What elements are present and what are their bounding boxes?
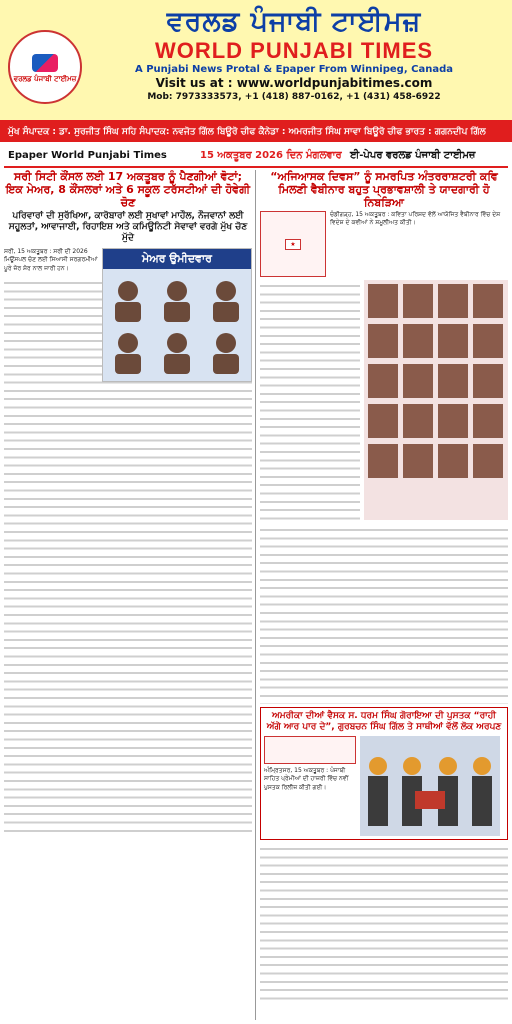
book-release-photo xyxy=(360,736,500,836)
masthead-website: Visit us at : www.worldpunjabitimes.com xyxy=(155,76,433,90)
dateline-left: Epaper World Punjabi Times xyxy=(8,150,167,161)
webinar-logo-badge: ★ xyxy=(285,239,300,250)
logo-emblem-icon xyxy=(32,54,58,72)
webinar-logo xyxy=(260,211,326,277)
right-body-text-3 xyxy=(260,843,508,1003)
candidate-portraits xyxy=(103,269,251,381)
figure-caption: ਮੇਅਰ ਉਮੀਦਵਾਰ xyxy=(142,252,212,265)
left-column xyxy=(4,170,252,1020)
right-body-text xyxy=(260,280,360,520)
right-column xyxy=(260,170,508,1020)
book-release-story xyxy=(260,707,508,840)
header-rule xyxy=(4,166,508,168)
right-intro: ਚੰਡੀਗੜ੍ਹ, 15 ਅਕਤੂਬਰ : ਕਵਿਤਾ ਪਰਿਸ਼ਦ ਵੱਲੋਂ ਆਯੋਜਿਤ ਵੈਬੀਨਾਰ ਵਿੱਚ ਦੇਸ਼ ਵਿਦੇਸ਼ ਦੇ ਕਵੀਆਂ ਨੇ ਸ਼ਮੂਲੀਅਤ ਕੀਤੀ। xyxy=(330,211,501,227)
newspaper-logo xyxy=(8,30,82,104)
masthead xyxy=(0,0,512,122)
book-release-intro: ਅੰਮ੍ਰਿਤਸਰ, 15 ਅਕਤੂਬਰ : ਪੰਜਾਬੀ ਸਾਹਿਤ ਪ੍ਰੇਮੀਆਂ ਦੀ ਹਾਜ਼ਰੀ ਵਿੱਚ ਨਵੀਂ ਪੁਸਤਕ ਰਿਲੀਜ਼ ਕੀਤੀ ਗਈ। xyxy=(264,767,349,791)
logo-text: ਵਰਲਡ ਪੰਜਾਬੀ ਟਾਈਮਜ਼ xyxy=(13,75,77,83)
masthead-title-punjabi: ਵਰਲਡ ਪੰਜਾਬੀ ਟਾਈਮਜ਼ xyxy=(166,6,422,37)
dateline xyxy=(0,148,512,166)
left-intro: ਸਰੀ, 15 ਅਕਤੂਬਰ : ਸਰੀ ਦੀ 2026 ਮਿਊਂਸਪਲ ਚੋਣ ਲਈ ਸਿਆਸੀ ਸਰਗਰਮੀਆਂ ਪੂਰੇ ਜ਼ੋਰ ਸ਼ੋਰ ਨਾਲ ਜਾਰੀ ਹਨ। xyxy=(4,248,98,272)
editors-strip: ਮੁੱਖ ਸੰਪਾਦਕ : ਡਾ. ਸੁਰਜੀਤ ਸਿੰਘ ਸਹਿ ਸੰਪਾਦਕ: ਨਵਜੋਤ ਗਿੱਲ ਬਿਊਰੋ ਚੀਫ ਕੈਨੇਡਾ : ਅਮਰਜੀਤ ਸਿੰਘ ਸਾਵਾ ਬਿਊਰੋ ਚੀਫ ਭਾਰਤ : ਗਗਨਦੀਪ ਗਿੱਲ xyxy=(0,122,512,142)
right-body-text-2 xyxy=(260,524,508,704)
masthead-mobiles: Mob: 7973333573, +1 (418) 887-0162, +1 (431) 458-6922 xyxy=(147,92,441,102)
right-headline: “ਅਜਿਆਸਕ ਦਿਵਸ” ਨੂੰ ਸਮਰਪਿਤ ਅੰਤਰਰਾਸ਼ਟਰੀ ਕਵਿ ਮਿਲਣੀ ਵੈਬੀਨਾਰ ਬਹੁਤ ਪ੍ਰਭਾਵਸ਼ਾਲੀ ਤੇ ਯਾਦਗਾਰੀ ਹੋ ਨਿਬੜਿਆ xyxy=(270,170,498,209)
dateline-right: ਈ-ਪੇਪਰ ਵਰਲਡ ਪੰਜਾਬੀ ਟਾਈਮਜ਼ xyxy=(350,150,476,161)
masthead-tagline: A Punjabi News Protal & Epaper From Winnipeg, Canada xyxy=(135,64,453,75)
column-divider xyxy=(255,170,256,1020)
book-release-headline: ਅਮਰੀਕਾ ਦੀਆਂ ਵੈਸਕ ਸ. ਧਰਮ ਸਿੰਘ ਗੋਰਾਇਆ ਦੀ ਪੁਸਤਕ “ਰਾਹੀ ਅੱਗੇ ਆਰ ਪਾਰ ਦੇ”, ਗੁਰਬਚਨ ਸਿੰਘ ਗਿੱਲ ਤੇ ਸਾਥੀਆਂ ਵੱਲੋਂ ਲੋਕ ਅਰਪਣ xyxy=(266,711,502,732)
masthead-title-english: WORLD PUNJABI TIMES xyxy=(154,38,434,63)
left-headline: ਸਰੀ ਸਿਟੀ ਕੌਂਸਲ ਲਈ 17 ਅਕਤੂਬਰ ਨੂੰ ਪੈਣਗੀਆਂ ਵੋਟਾਂ; ਇਕ ਮੇਅਰ, 8 ਕੌਂਸਲਰਾਂ ਅਤੇ 6 ਸਕੂਲ ਟਰੱਸਟੀਆਂ ਦੀ ਹੋਵੇਗੀ ਚੋਣ xyxy=(5,170,251,209)
dateline-date: 15 ਅਕਤੂਬਰ 2026 ਦਿਨ ਮੰਗਲਵਾਰ xyxy=(200,150,342,161)
left-subhead: ਪਰਿਵਾਰਾਂ ਦੀ ਸੁਰੱਖਿਆ, ਕਾਰੋਬਾਰਾਂ ਲਈ ਸੁਖਾਵਾਂ ਮਾਹੌਲ, ਨੌਜਵਾਨਾਂ ਲਈ ਸਹੂਲਤਾਂ, ਆਵਾਜਾਈ, ਰਿਹਾਇਸ਼ ਅਤੇ ਕਮਿਊਨਿਟੀ ਸੇਵਾਵਾਂ ਵਰਗੇ ਮੁੱਖ ਚੋਣ ਮੁੱਦੇ xyxy=(8,211,248,243)
mayor-candidates-figure xyxy=(102,248,252,382)
webinar-participants-grid xyxy=(364,280,508,520)
book-release-logo xyxy=(264,736,356,764)
